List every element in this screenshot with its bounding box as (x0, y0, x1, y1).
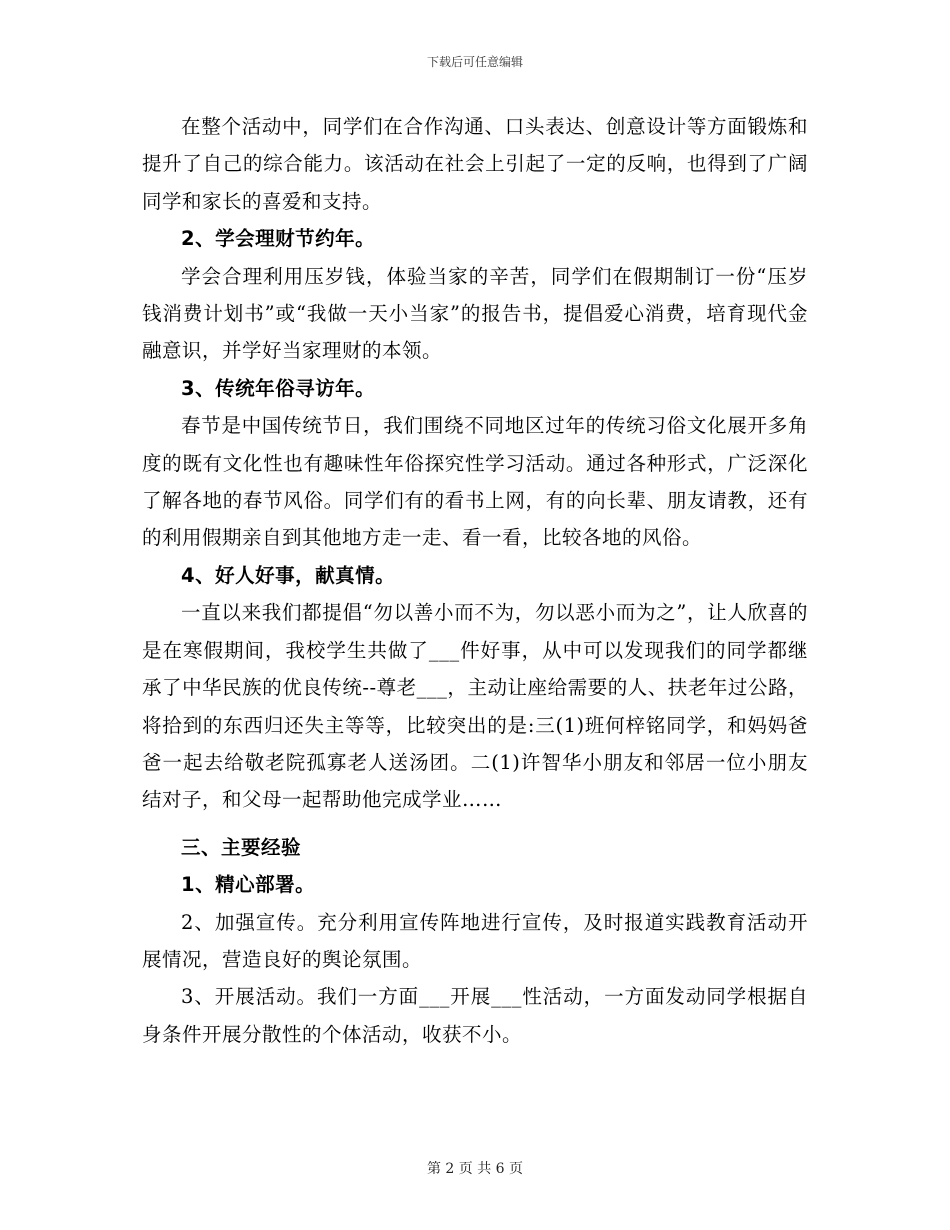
paragraph-activities: 3、开展活动。我们一方面___开展___性活动，一方面发动同学根据自身条件开展分散性的个体活动，收获不小。 (142, 985, 808, 1046)
paragraph-good-deeds: 一直以来我们都提倡“勿以善小而不为，勿以恶小而为之”，让人欣喜的是在寒假期间，我校学生共做了___件好事，从中可以发现我们的同学都继承了中华民族的优良传统--尊老___，主动让座给需要的人、扶老年过公路，将拾到的东西归还失主等等，比较突出的是:三(1)班何梓铭同学，和妈妈爸爸一起去给敬老院孤寡老人送汤团。二(1)许智华小朋友和邻居一位小朋友结对子，和父母一起帮助他完成学业…… (142, 601, 808, 812)
paragraph-publicity: 2、加强宣传。充分利用宣传阵地进行宣传，及时报道实践教育活动开展情况，营造良好的舆论氛围。 (142, 910, 808, 971)
heading-main-experience: 三、主要经验 (181, 835, 302, 859)
paragraph-customs-year: 春节是中国传统节日，我们围绕不同地区过年的传统习俗文化展开多角度的既有文化性也有趣味性年俗探究性学习活动。通过各种形式，广泛深化了解各地的春节风俗。同学们有的看书上网，有的向长辈、朋友请教，还有的利用假期亲自到其他地方走一走、看一看，比较各地的风俗。 (142, 414, 808, 550)
heading-good-deeds: 4、好人好事，献真情。 (181, 563, 396, 587)
heading-customs-year: 3、传统年俗寻访年。 (181, 376, 376, 400)
heading-careful-deployment: 1、精心部署。 (181, 873, 316, 897)
page-header: 下载后可任意编辑 (426, 55, 523, 69)
heading-finance-year: 2、学会理财节约年。 (181, 227, 376, 251)
page-footer: 第 2 页 共 6 页 (426, 1161, 524, 1177)
document-body (142, 108, 808, 1053)
paragraph-activity-summary: 在整个活动中，同学们在合作沟通、口头表达、创意设计等方面锻炼和提升了自己的综合能力。该活动在社会上引起了一定的反响，也得到了广阔同学和家长的喜爱和支持。 (142, 115, 808, 213)
paragraph-finance-year: 学会合理利用压岁钱，体验当家的辛苦，同学们在假期制订一份“压岁钱消费计划书”或“我做一天小当家”的报告书，提倡爱心消费，培育现代金融意识，并学好当家理财的本领。 (142, 264, 808, 363)
